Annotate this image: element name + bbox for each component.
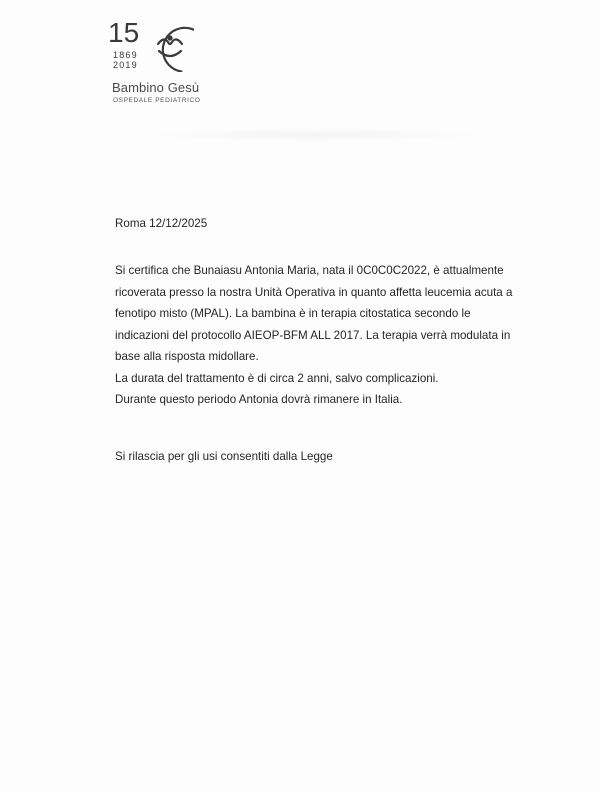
document-date: Roma 12/12/2025 (115, 217, 208, 230)
body-line: fenotipo misto (MPAL). La bambina è in terapia citostatica secondo le (115, 307, 471, 320)
year-end: 2019 (113, 60, 138, 70)
body-line: indicazioni del protocollo AIEOP-BFM ALL 2017. La terapia verrà modulata in (115, 328, 511, 342)
body-line: Durante questo periodo Antonia dovrà rimanere in Italia. (115, 393, 403, 406)
certificate-body (115, 260, 512, 411)
body-line: base alla risposta midollare. (115, 350, 259, 363)
year-start: 1869 (113, 50, 138, 60)
body-line: La durata del trattamento è di circa 2 anni, salvo complicazioni. (115, 371, 439, 385)
body-line: ricoverata presso la nostra Unità Operativa in quanto affetta leucemia acuta a (115, 285, 513, 299)
hospital-name: Bambino Gesù (112, 80, 200, 95)
scan-smudge (150, 128, 480, 142)
hospital-logo (104, 14, 224, 104)
hospital-subtitle: OSPEDALE PEDIATRICO (113, 97, 201, 104)
closing-statement: Si rilascia per gli usi consentiti dalla Legge (115, 450, 333, 463)
body-line: Si certifica che Bunaiasu Antonia Maria, nata il 0C0C0C2022, è attualmente (115, 264, 504, 277)
anniversary-number: 15 (108, 17, 140, 48)
anniversary-emblem-icon (104, 14, 194, 72)
